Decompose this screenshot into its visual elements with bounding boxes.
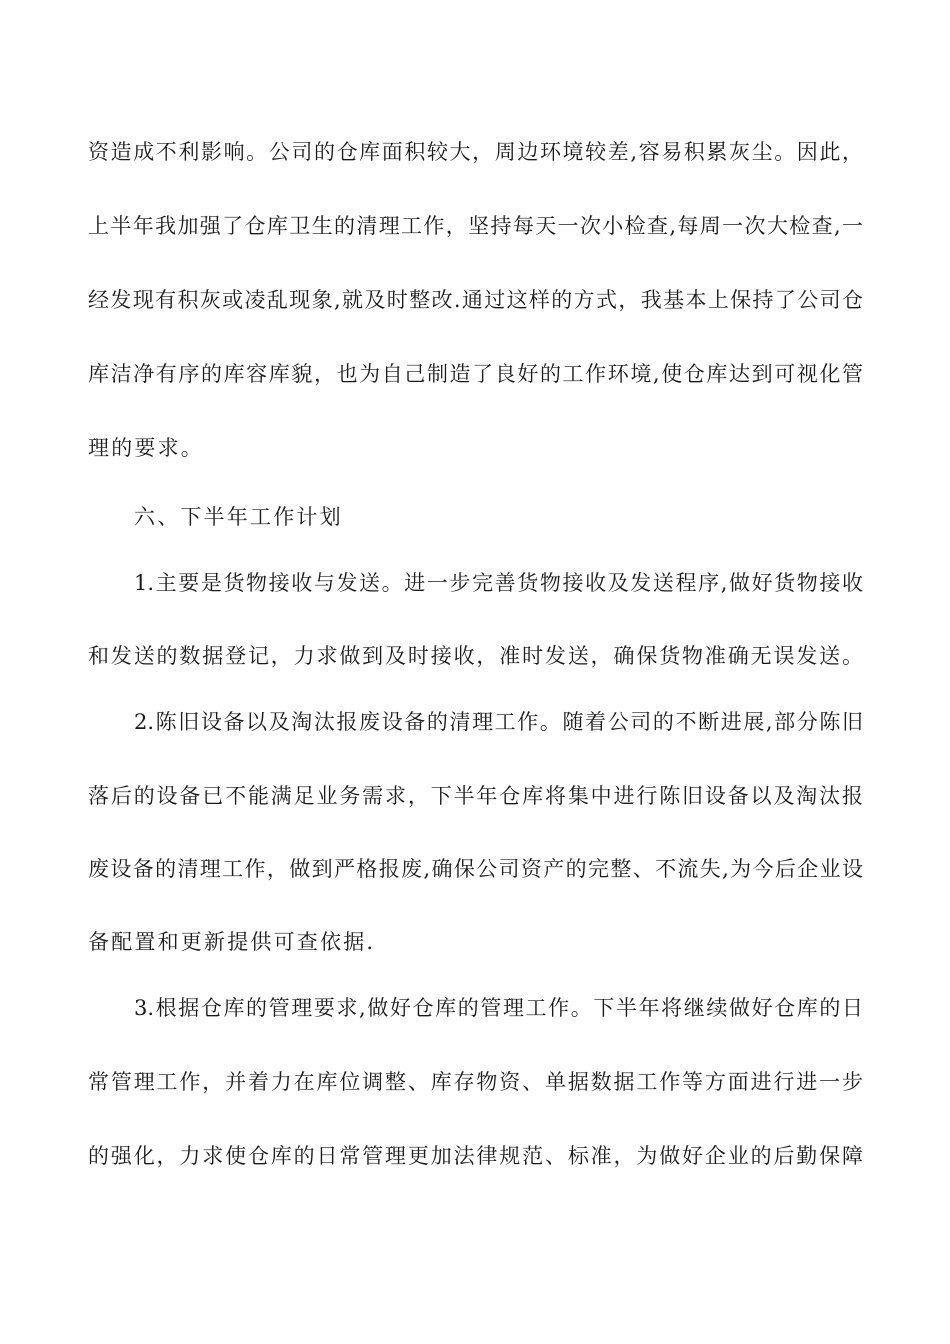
text-line: 库洁净有序的库容库貌，也为自己制造了良好的工作环境,使仓库达到可视化管 bbox=[88, 362, 863, 386]
text-line: 落后的设备已不能满足业务需求，下半年仓库将集中进行陈旧设备以及淘汰报 bbox=[88, 784, 863, 808]
text-line: 的强化，力求使仓库的日常管理更加法律规范、标准，为做好企业的后勤保障 bbox=[88, 1144, 863, 1168]
text-line: 经发现有积灰或凌乱现象,就及时整改.通过这样的方式，我基本上保持了公司仓 bbox=[88, 288, 863, 312]
section-heading: 六、下半年工作计划 bbox=[134, 505, 343, 529]
text-line: 理的要求。 bbox=[88, 436, 204, 460]
text-line: 和发送的数据登记，力求做到及时接收，准时发送，确保货物准确无误发送。 bbox=[88, 644, 863, 668]
text-line: 3.根据仓库的管理要求,做好仓库的管理工作。下半年将继续做好仓库的日 bbox=[134, 996, 863, 1020]
text-line: 备配置和更新提供可查依据. bbox=[88, 930, 376, 954]
text-line: 1.主要是货物接收与发送。进一步完善货物接收及发送程序,做好货物接收 bbox=[134, 571, 863, 595]
text-line: 上半年我加强了仓库卫生的清理工作，坚持每天一次小检查,每周一次大检查,一 bbox=[88, 214, 863, 238]
text-line: 常管理工作，并着力在库位调整、库存物资、单据数据工作等方面进行进一步 bbox=[88, 1070, 863, 1094]
text-line: 资造成不利影响。公司的仓库面积较大，周边环境较差,容易积累灰尘。因此， bbox=[88, 140, 863, 164]
text-line: 废设备的清理工作，做到严格报废,确保公司资产的完整、不流失,为今后企业设 bbox=[88, 857, 863, 881]
text-line: 2.陈旧设备以及淘汰报废设备的清理工作。随着公司的不断进展,部分陈旧 bbox=[134, 710, 863, 734]
